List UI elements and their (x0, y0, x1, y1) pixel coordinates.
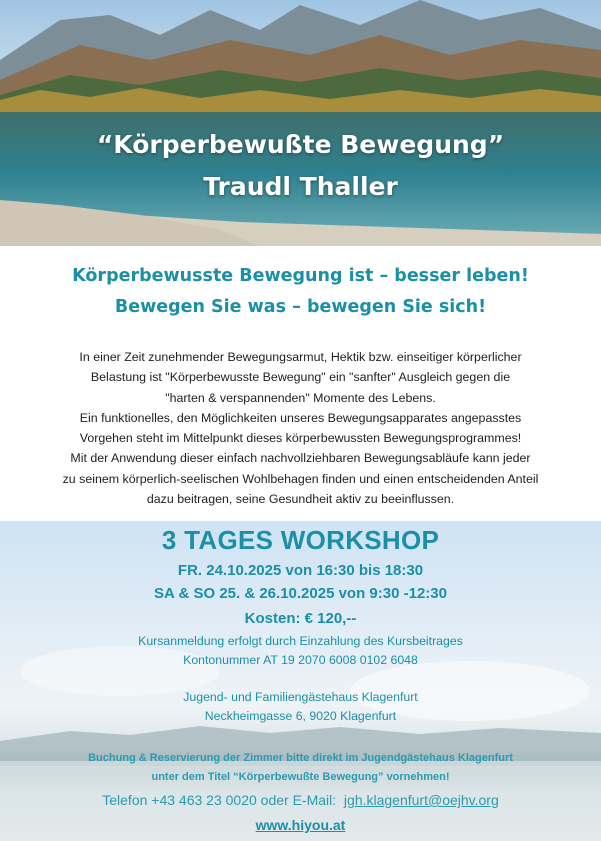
booking-note-line-2: unter dem Titel “Körperbewußte Bewegung” vornehmen! (151, 771, 450, 783)
phone-text: Telefon +43 463 23 0020 oder E-Mail: (102, 792, 337, 808)
workshop-heading: 3 TAGES WORKSHOP (161, 525, 440, 555)
description-line: Ein funktionelles, den Möglichkeiten unseres Bewegungsapparates angepasstes (79, 410, 522, 425)
registration-note: Kursanmeldung erfolgt durch Einzahlung des Kursbeitrages (138, 634, 463, 648)
venue-name: Jugend- und Familiengästehaus Klagenfurt (183, 690, 418, 704)
hero-title: “Körperbewußte Bewegung” (96, 130, 505, 159)
venue-address: Neckheimgasse 6, 9020 Klagenfurt (204, 709, 397, 723)
description-line: dazu beitragen, seine Gesundheit aktiv zu beeinflussen. (146, 492, 455, 507)
booking-note-line-1: Buchung & Reservierung der Zimmer bitte direkt im Jugendgästehaus Klagenfurt (88, 752, 513, 764)
tagline-line-2: Bewegen Sie was – bewegen Sie sich! (114, 297, 487, 317)
description-line: Mit der Anwendung dieser einfach nachvollziehbaren Bewegungsabläufe kann jeder (70, 451, 531, 466)
description-line: "harten & verspannenden" Momente des Lebens. (165, 390, 436, 405)
hero-banner (0, 0, 601, 246)
description-line: Belastung ist "Körperbewusste Bewegung" ein "sanfter" Ausgleich gegen die (90, 370, 511, 385)
hero-author: Traudl Thaller (203, 172, 398, 201)
website-link[interactable]: www.hiyou.at (255, 817, 346, 833)
description-text (20, 347, 581, 509)
workshop-date-weekend: SA & SO 25. & 26.10.2025 von 9:30 -12:30 (154, 585, 447, 602)
description-line: In einer Zeit zunehmender Bewegungsarmut, Hektik bzw. einseitiger körperlicher (79, 350, 522, 364)
tagline-line-1: Körperbewusste Bewegung ist – besser leben! (72, 266, 529, 286)
workshop-date-friday: FR. 24.10.2025 von 16:30 bis 18:30 (177, 562, 424, 579)
contact-line (0, 792, 601, 808)
workshop-cost: Kosten: € 120,-- (244, 610, 357, 627)
description-line: Vorgehen steht im Mittelpunkt dieses körperbewussten Bewegungsprogrammes! (79, 431, 522, 446)
email-link[interactable]: jgh.klagenfurt@oejhv.org (343, 792, 499, 808)
account-number: Kontonummer AT 19 2070 6008 0102 6048 (183, 653, 418, 667)
description-line: zu seinem körperlich-seelischen Wohlbehagen finden und einen entscheidenden Anteil (62, 471, 539, 486)
lake-landscape-image (0, 0, 601, 246)
